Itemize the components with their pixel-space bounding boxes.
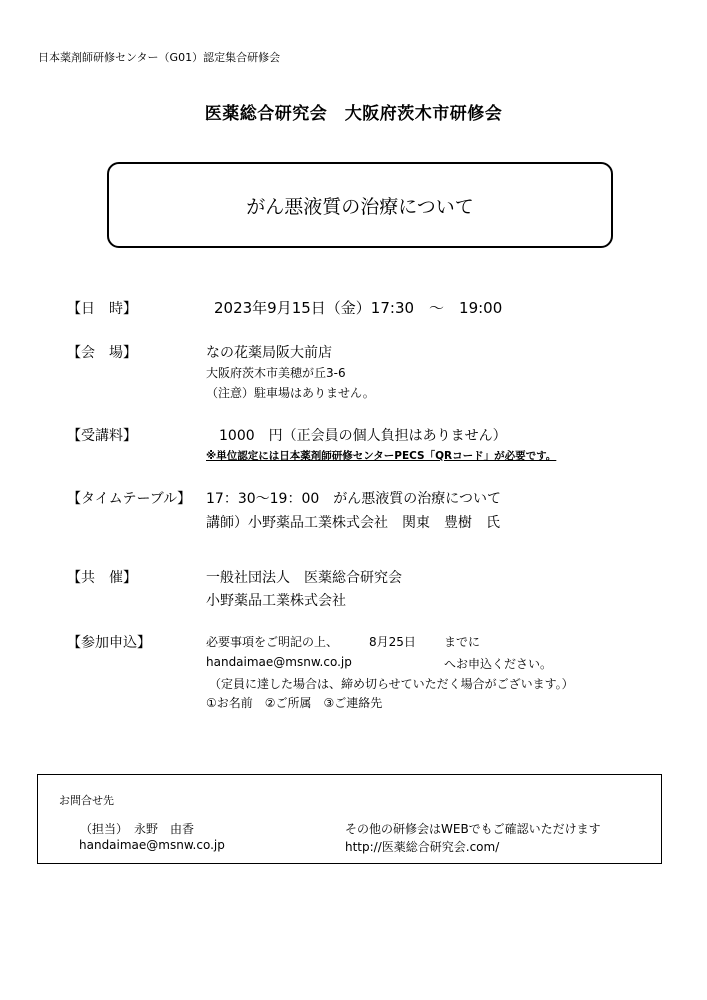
cohost-line1: 一般社団法人 医薬総合研究会 bbox=[206, 570, 402, 586]
apply-email[interactable]: handaimae@msnw.co.jp bbox=[206, 655, 352, 669]
venue-address: 大阪府茨木市美穂が丘3-6 bbox=[206, 366, 346, 380]
date-label: 【日 時】 bbox=[67, 301, 137, 317]
contact-person: （担当） 永野 由香 bbox=[80, 822, 195, 836]
timetable-label: 【タイムテーブル】 bbox=[67, 491, 192, 507]
venue-label: 【会 場】 bbox=[67, 345, 137, 361]
contact-email[interactable]: handaimae@msnw.co.jp bbox=[79, 838, 225, 852]
topic-box bbox=[107, 162, 613, 248]
contact-box bbox=[37, 774, 662, 864]
organizer-line: 日本薬剤師研修センター（G01）認定集合研修会 bbox=[38, 51, 281, 64]
apply-line1-a: 必要事項をご明記の上、 bbox=[206, 635, 339, 649]
timetable-line2: 講師）小野薬品工業株式会社 関東 豊樹 氏 bbox=[206, 515, 500, 531]
cohost-label: 【共 催】 bbox=[67, 570, 137, 586]
apply-items: ①お名前 ②ご所属 ③ご連絡先 bbox=[206, 696, 383, 710]
fee-value: 1000 円（正会員の個人負担はありません） bbox=[219, 428, 507, 444]
apply-deadline: 8月25日 bbox=[369, 635, 416, 649]
apply-line1-c: までに bbox=[444, 635, 481, 649]
topic-title: がん悪液質の治療について bbox=[246, 195, 474, 218]
apply-note: （定員に達した場合は、締め切らせていただく場合がございます。） bbox=[209, 677, 574, 691]
fee-note: ※単位認定には日本薬剤師研修センターPECS「QRコード」が必要です。 bbox=[206, 450, 557, 462]
page-title: 医薬総合研究会 大阪府茨木市研修会 bbox=[204, 104, 503, 124]
fee-label: 【受講料】 bbox=[67, 428, 137, 444]
cohost-line2: 小野薬品工業株式会社 bbox=[206, 593, 346, 609]
apply-email-suffix: へお申込ください。 bbox=[444, 657, 553, 671]
timetable-line1: 17：30～19：00 がん悪液質の治療について bbox=[206, 491, 501, 507]
contact-web-note: その他の研修会はWEBでもご確認いただけます bbox=[345, 822, 601, 836]
apply-label: 【参加申込】 bbox=[67, 635, 151, 651]
date-value: 2023年9月15日（金）17:30 ～ 19:00 bbox=[214, 299, 503, 317]
contact-url[interactable]: http://医薬総合研究会.com/ bbox=[345, 840, 500, 854]
venue-note: （注意）駐車場はありません。 bbox=[206, 386, 375, 400]
venue-name: なの花薬局阪大前店 bbox=[206, 345, 332, 361]
contact-heading: お問合せ先 bbox=[59, 794, 114, 807]
